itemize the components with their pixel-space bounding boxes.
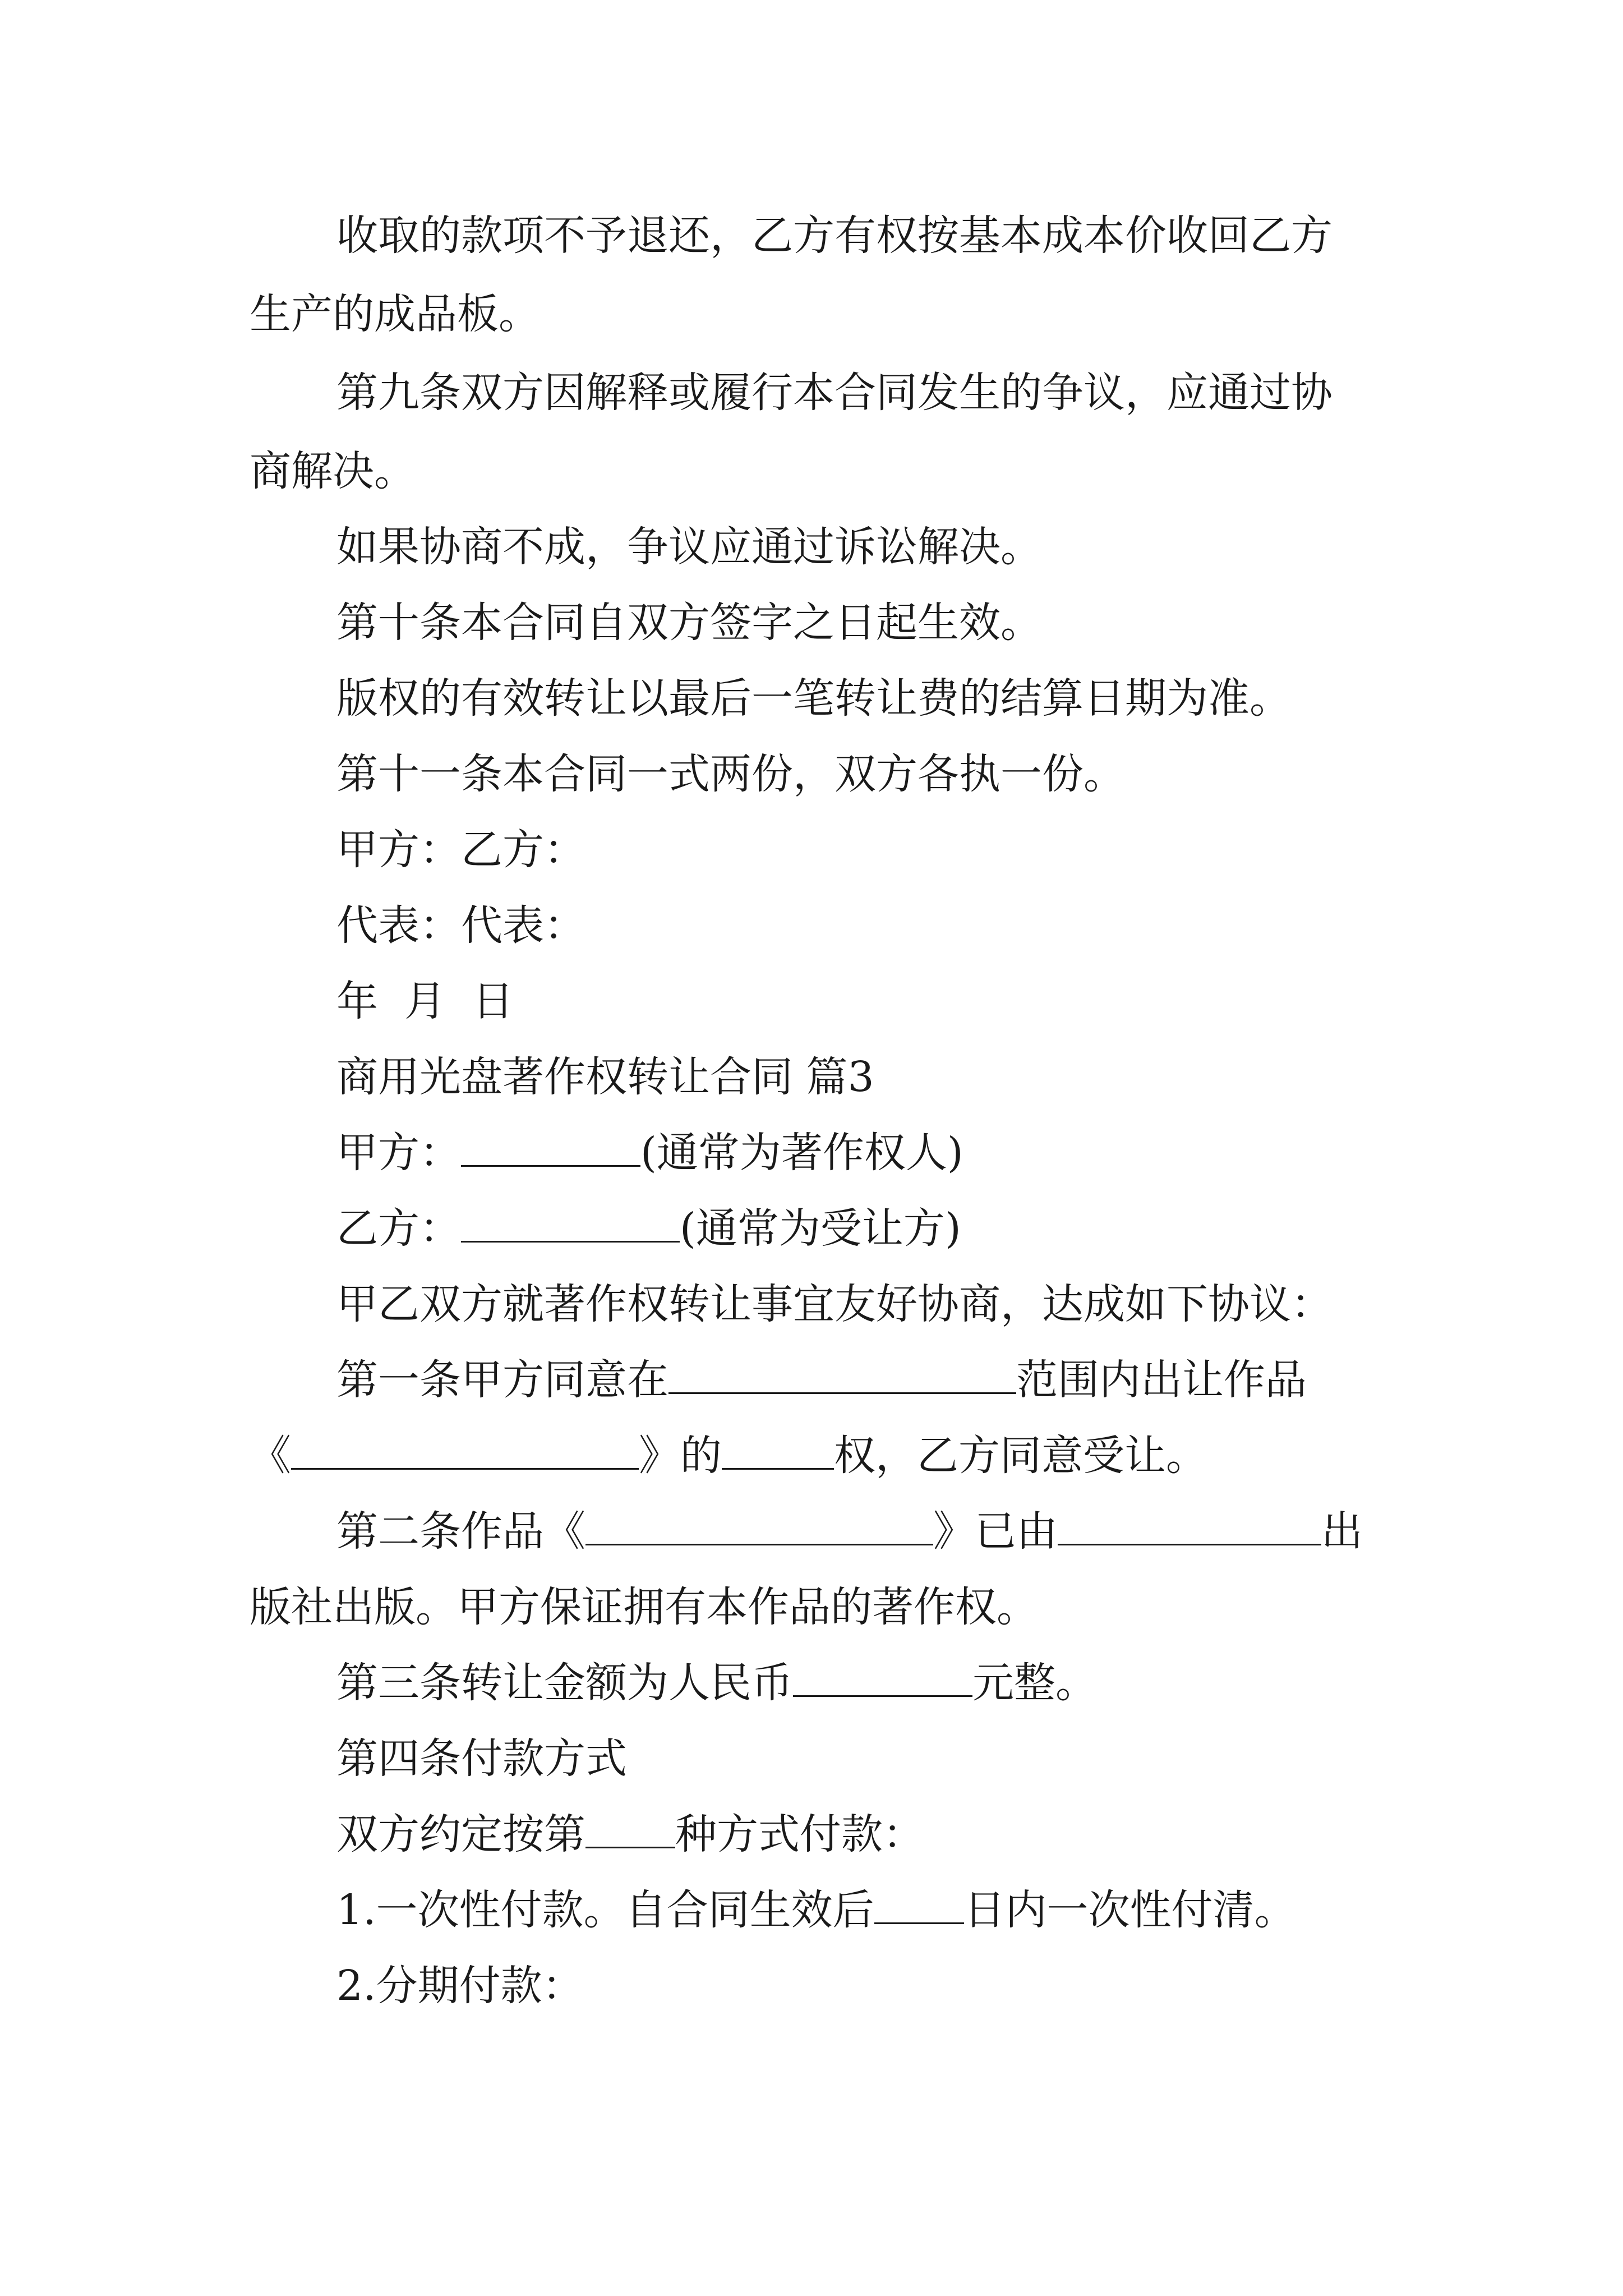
text-line: 年 月 日 [336, 977, 514, 1025]
text-line: 版社出版。甲方保证拥有本作品的著作权。 [250, 1583, 1038, 1631]
article-9 [336, 365, 1332, 421]
label-note: (通常为著作权人) [640, 1129, 963, 1177]
article-4 [336, 1731, 627, 1787]
text-line: 第三条转让金额为人民币 [336, 1659, 793, 1707]
representative-signatures [336, 898, 585, 954]
text-line: 第一条甲方同意在 [336, 1356, 668, 1404]
article-2 [336, 1503, 1363, 1559]
text-line: 元整。 [972, 1659, 1097, 1707]
fill-blank [793, 1658, 972, 1697]
text-line: 甲方：乙方： [336, 826, 585, 874]
party-b-line [336, 1200, 961, 1257]
text-line: 双方约定按第 [336, 1810, 585, 1858]
text-line: 范围内出让作品 [1016, 1356, 1307, 1404]
payment-method-choice [336, 1806, 924, 1862]
text-line: 代表：代表： [336, 901, 585, 950]
payment-option-2 [336, 1958, 584, 2014]
text-line: 出 [1321, 1507, 1363, 1556]
article-3 [336, 1655, 1097, 1711]
fill-blank [722, 1430, 834, 1470]
text-line: 第九条双方因解释或履行本合同发生的争议，应通过协 [336, 369, 1332, 417]
text-line: 版权的有效转让以最后一笔转让费的结算日期为准。 [336, 674, 1291, 723]
party-signatures [336, 822, 585, 878]
text-line: 第十一条本合同一式两份，双方各执一份。 [336, 750, 1125, 798]
label-note: (通常为受让方) [680, 1204, 961, 1253]
agreement-intro [336, 1276, 1332, 1332]
litigation-clause [336, 519, 1042, 575]
text-line: 第十条本合同自双方签字之日起生效。 [336, 599, 1042, 647]
text-line: 生产的成品板。 [250, 290, 540, 338]
text-line: 权，乙方同意受让。 [834, 1432, 1207, 1480]
text-line: 种方式付款： [675, 1810, 924, 1858]
article-2-cont [250, 1579, 1038, 1635]
text-line: 2.分期付款： [336, 1962, 584, 2010]
text-line: 如果协商不成，争议应通过诉讼解决。 [336, 523, 1042, 571]
fill-blank [585, 1809, 675, 1848]
date-line [336, 973, 514, 1029]
party-a-line [336, 1125, 963, 1181]
article-1 [336, 1352, 1307, 1408]
article-9-cont [250, 443, 416, 499]
fill-blank [585, 1506, 933, 1545]
text-line: 甲乙双方就著作权转让事宜友好协商，达成如下协议： [336, 1280, 1332, 1328]
fill-blank [874, 1885, 964, 1924]
fill-blank [668, 1355, 1016, 1394]
text-line: 》已由 [933, 1507, 1058, 1556]
text-line: 》的 [639, 1432, 722, 1480]
label: 乙方： [336, 1204, 461, 1253]
contract-heading [336, 1049, 874, 1105]
text-line: 商解决。 [250, 447, 416, 495]
article-10 [336, 595, 1042, 651]
transfer-effective-clause [336, 670, 1291, 726]
text-line: 收取的款项不予退还，乙方有权按基本成本价收回乙方 [336, 211, 1332, 260]
fill-blank [1058, 1506, 1321, 1545]
text-line: 《 [250, 1432, 291, 1480]
text-line: 第二条作品《 [336, 1507, 585, 1556]
section-title: 商用光盘著作权转让合同 篇3 [336, 1053, 874, 1101]
fill-blank [461, 1128, 640, 1167]
text-line: 1.一次性付款。自合同生效后 [336, 1886, 874, 1934]
fill-blank [461, 1203, 680, 1243]
fill-blank [291, 1430, 639, 1470]
article-11 [336, 746, 1125, 802]
text-line: 第四条付款方式 [336, 1734, 627, 1783]
payment-option-1 [336, 1882, 1296, 1938]
paragraph-refund-clause [336, 208, 1332, 264]
paragraph-refund-clause-cont [250, 286, 540, 342]
article-1-cont [250, 1428, 1207, 1484]
text-line: 日内一次性付清。 [963, 1886, 1296, 1934]
label: 甲方： [336, 1129, 461, 1177]
